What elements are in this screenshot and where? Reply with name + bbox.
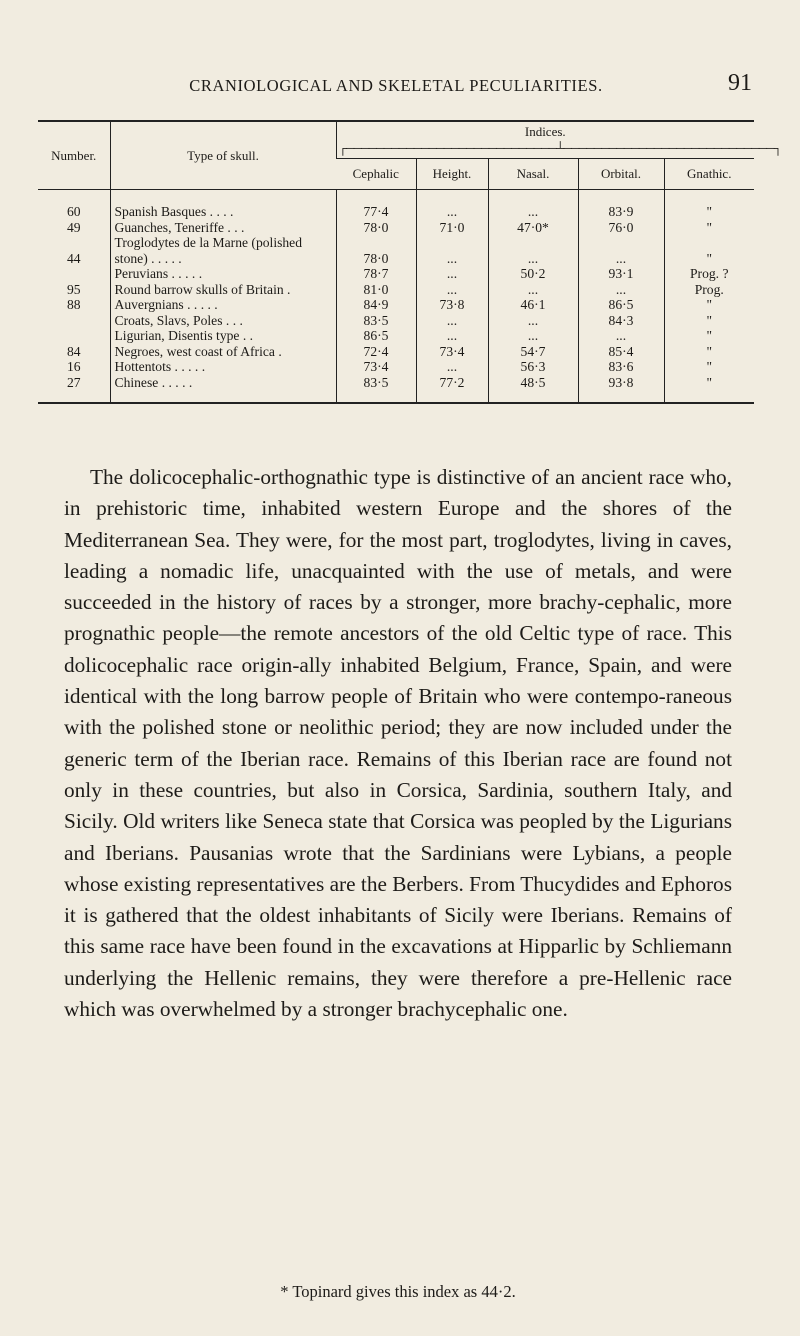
cell-cephalic: 86·5 [336, 328, 416, 344]
cell-type: Troglodytes de la Marne (polished stone) . . . . . [110, 235, 336, 266]
cell-height: ... [416, 190, 488, 220]
cell-type: Round barrow skulls of Britain . [110, 282, 336, 298]
page-number: 91 [728, 70, 752, 96]
cell-type: Hottentots . . . . . [110, 359, 336, 375]
cell-gnathic: " [664, 235, 754, 266]
cell-nasal: 47·0* [488, 220, 578, 236]
brace-decoration: ┌────────────────────────────┴────────────────────────────┐ [338, 140, 782, 155]
cell-type: Auvergnians . . . . . [110, 297, 336, 313]
cell-height: 73·8 [416, 297, 488, 313]
cell-gnathic: " [664, 344, 754, 360]
cell-height: 73·4 [416, 344, 488, 360]
cell-orbital: 84·3 [578, 313, 664, 329]
cell-height: ... [416, 328, 488, 344]
cell-nasal: ... [488, 328, 578, 344]
cell-orbital: 93·1 [578, 266, 664, 282]
cell-number: 27 [66, 374, 81, 390]
cell-cephalic: 73·4 [336, 359, 416, 375]
cell-number: 95 [66, 281, 81, 297]
cell-number [38, 266, 110, 282]
cell-height: ... [416, 313, 488, 329]
skull-indices-table [38, 120, 782, 404]
cell-nasal: ... [488, 235, 578, 266]
cell-height: ... [416, 359, 488, 375]
cell-orbital: 83·6 [578, 359, 664, 375]
table-row [38, 344, 754, 360]
cell-cephalic: 78·0 [336, 220, 416, 236]
cell-cephalic: 77·4 [336, 190, 416, 220]
cell-type: Ligurian, Disentis type . . [110, 328, 336, 344]
cell-nasal: 48·5 [488, 375, 578, 403]
header-number: Number. [51, 147, 97, 163]
cell-height: ... [416, 235, 488, 266]
cell-type: Guanches, Teneriffe . . . [110, 220, 336, 236]
cell-orbital: ... [578, 282, 664, 298]
cell-cephalic: 72·4 [336, 344, 416, 360]
cell-number: 88 [66, 297, 81, 312]
cell-nasal: 56·3 [488, 359, 578, 375]
cell-height: 77·2 [416, 375, 488, 403]
header-indices: Indices. ┌────────────────────────────┴────────────────────────────┐ [336, 122, 754, 159]
cell-type: Croats, Slavs, Poles . . . [110, 313, 336, 329]
cell-nasal: ... [488, 282, 578, 298]
cell-nasal: 46·1 [488, 297, 578, 313]
cell-number: 49 [66, 219, 81, 235]
table-row [38, 266, 754, 282]
table-row [38, 297, 754, 313]
cell-number: 44 [66, 250, 81, 266]
header-index-gnathic: Gnathic. [664, 159, 754, 190]
running-head: CRANIOLOGICAL AND SKELETAL PECULIARITIES. [189, 76, 603, 95]
cell-gnathic: " [664, 375, 754, 403]
cell-cephalic: 83·5 [336, 375, 416, 403]
cell-type: Chinese . . . . . [110, 375, 336, 403]
cell-orbital: 93·8 [578, 375, 664, 403]
cell-cephalic: 83·5 [336, 313, 416, 329]
cell-type: Peruvians . . . . . [110, 266, 336, 282]
header-index-orbital: Orbital. [578, 159, 664, 190]
cell-cephalic: 81·0 [336, 282, 416, 298]
cell-cephalic: 78·7 [336, 266, 416, 282]
cell-gnathic: " [664, 297, 754, 313]
cell-gnathic: Prog. ? [664, 266, 754, 282]
body-paragraph: The dolicocephalic-orthognathic type is distinctive of an ancient race who, in prehistoric time, inhabited western Europe and the shores of the Mediterranean Sea. They were, for the most part, troglodytes, living in caves, leading a nomadic life, unacquainted with the use of metals, and were succeeded in the history of races by a stronger, more brachy-cephalic, more prognathic people—the remote ancestors of the old Celtic type of race. This dolicocephalic race origin-ally inhabited Belgium, France, Spain, and were identical with the long barrow people of Britain who were contempo-raneous with the polished stone or neolithic period; they are now included under the generic term of the Iberian race. Remains of this Iberian race are found not only in these countries, but also in Corsica, Sardinia, southern Italy, and Sicily. Old writers like Seneca state that Corsica was peopled by the Ligurians and Iberians. Pausanias wrote that the Sardinians were Lybians, a people whose existing representatives are the Berbers. From Thucydides and Ephoros it is gathered that the oldest inhabitants of Sicily were Iberians. Remains of this same race have been found in the excavations at Hipparlic by Schliemann underlying the Hellenic remains, they were therefore a pre-Hellenic race which was overwhelmed by a stronger brachycephalic one. [64, 465, 732, 1022]
cell-orbital: 85·4 [578, 344, 664, 360]
cell-gnathic: " [664, 359, 754, 375]
cell-nasal: 50·2 [488, 266, 578, 282]
cell-nasal: 54·7 [488, 344, 578, 360]
cell-gnathic: " [664, 220, 754, 236]
table-row [38, 282, 754, 298]
cell-cephalic: 84·9 [336, 297, 416, 313]
cell-orbital: 86·5 [578, 297, 664, 313]
cell-number [38, 328, 110, 344]
cell-cephalic: 78·0 [336, 235, 416, 266]
table-row [38, 328, 754, 344]
table-row [38, 235, 754, 266]
cell-orbital: 83·9 [578, 190, 664, 220]
cell-nasal: ... [488, 313, 578, 329]
cell-number: 60 [66, 204, 81, 219]
table-row [38, 359, 754, 375]
cell-type: Spanish Basques . . . . [110, 190, 336, 220]
cell-gnathic: " [664, 328, 754, 344]
cell-type: Negroes, west coast of Africa . [110, 344, 336, 360]
cell-height: ... [416, 266, 488, 282]
cell-height: 71·0 [416, 220, 488, 236]
table-row [38, 375, 754, 403]
table-row [38, 190, 754, 220]
cell-number: 16 [66, 359, 81, 374]
header-index-height: Height. [416, 159, 488, 190]
cell-number: 84 [66, 343, 81, 359]
cell-number [38, 313, 110, 329]
cell-orbital: ... [578, 235, 664, 266]
header-type: Type of skull. [110, 122, 336, 190]
header-index-nasal: Nasal. [488, 159, 578, 190]
cell-gnathic: " [664, 190, 754, 220]
table-row [38, 313, 754, 329]
cell-gnathic: " [664, 313, 754, 329]
cell-orbital: ... [578, 328, 664, 344]
cell-gnathic: Prog. [664, 282, 754, 298]
table-row [38, 220, 754, 236]
cell-height: ... [416, 282, 488, 298]
header-index-cephalic: Cephalic [336, 159, 416, 190]
cell-nasal: ... [488, 190, 578, 220]
cell-orbital: 76·0 [578, 220, 664, 236]
footnote: * Topinard gives this index as 44·2. [280, 1282, 516, 1301]
